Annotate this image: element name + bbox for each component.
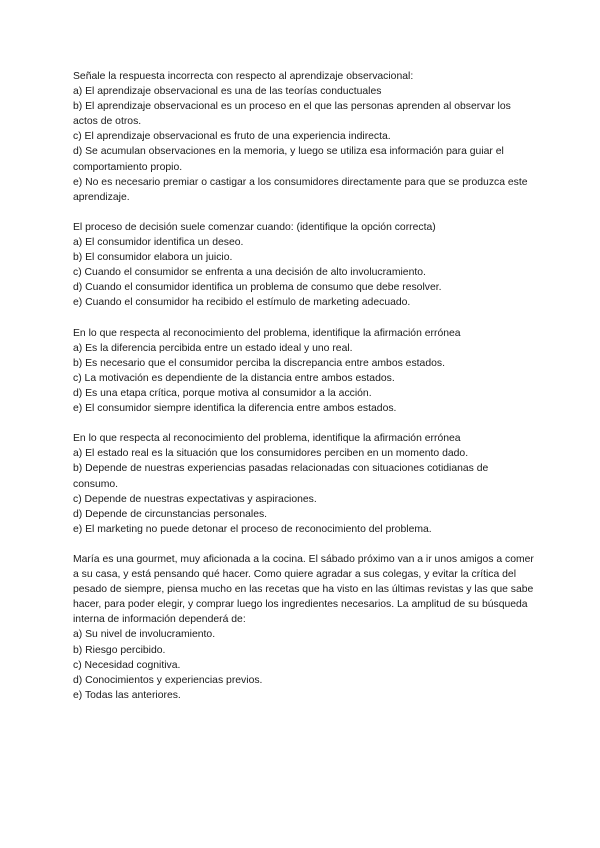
- document-content: [73, 69, 535, 718]
- question-stem: María es una gourmet, muy aficionada a la cocina. El sábado próximo van a ir unos amigos a comer a su casa, y está pensando qué hacer. Como quiere agradar a sus colegas, y evitar la crítica del pesado de siempre, piensa mucho en las recetas que ha visto en las últimas revistas y las que sabe hacer, para poder elegir, y comprar luego los ingredientes necesarios. La amplitud de su búsqueda interna de información dependerá de:: [73, 554, 534, 626]
- answer-option: e) No es necesario premiar o castigar a los consumidores directamente para que se produzca este aprendizaje.: [73, 176, 528, 203]
- answer-option: a) El aprendizaje observacional es una de las teorías conductuales: [73, 86, 382, 98]
- answer-option: a) Es la diferencia percibida entre un estado ideal y uno real.: [73, 342, 353, 354]
- answer-option: c) El aprendizaje observacional es fruto de una experiencia indirecta.: [73, 131, 391, 143]
- question-block: [73, 552, 535, 703]
- question-stem: Señale la respuesta incorrecta con respecto al aprendizaje observacional:: [73, 71, 414, 82]
- answer-option: b) El consumidor elabora un juicio.: [73, 252, 233, 264]
- question-stem: El proceso de decisión suele comenzar cuando: (identifique la opción correcta): [73, 221, 436, 233]
- question-block: [73, 326, 535, 417]
- answer-option: c) Cuando el consumidor se enfrenta a una decisión de alto involucramiento.: [73, 267, 426, 279]
- answer-option: c) Necesidad cognitiva.: [73, 659, 181, 671]
- answer-option: c) La motivación es dependiente de la distancia entre ambos estados.: [73, 372, 395, 384]
- question-stem: En lo que respecta al reconocimiento del problema, identifique la afirmación errónea: [73, 327, 461, 339]
- answer-option: e) Todas las anteriores.: [73, 689, 181, 701]
- answer-option: a) El estado real es la situación que los consumidores perciben en un momento dado.: [73, 448, 469, 460]
- question-block: [73, 220, 535, 311]
- question-block: [73, 69, 535, 205]
- answer-option: a) El consumidor identifica un deseo.: [73, 237, 244, 249]
- answer-option: c) Depende de nuestras expectativas y aspiraciones.: [73, 493, 317, 505]
- answer-option: d) Conocimientos y experiencias previos.: [73, 674, 263, 686]
- answer-option: b) El aprendizaje observacional es un proceso en el que las personas aprenden al observar los actos de otros.: [73, 101, 511, 128]
- question-block: [73, 431, 535, 537]
- answer-option: a) Su nivel de involucramiento.: [73, 629, 216, 641]
- answer-option: e) Cuando el consumidor ha recibido el estímulo de marketing adecuado.: [73, 297, 411, 309]
- answer-option: b) Riesgo percibido.: [73, 644, 166, 656]
- answer-option: b) Es necesario que el consumidor perciba la discrepancia entre ambos estados.: [73, 357, 445, 369]
- answer-option: e) El marketing no puede detonar el proceso de reconocimiento del problema.: [73, 523, 432, 535]
- answer-option: d) Depende de circunstancias personales.: [73, 508, 268, 520]
- question-stem: En lo que respecta al reconocimiento del problema, identifique la afirmación errónea: [73, 433, 461, 445]
- answer-option: d) Se acumulan observaciones en la memoria, y luego se utiliza esa información para guiar el comportamiento propio.: [73, 146, 504, 173]
- answer-option: d) Es una etapa crítica, porque motiva al consumidor a la acción.: [73, 387, 372, 399]
- answer-option: e) El consumidor siempre identifica la diferencia entre ambos estados.: [73, 403, 397, 415]
- answer-option: d) Cuando el consumidor identifica un problema de consumo que debe resolver.: [73, 282, 442, 294]
- answer-option: b) Depende de nuestras experiencias pasadas relacionadas con situaciones cotidianas de consumo.: [73, 463, 489, 490]
